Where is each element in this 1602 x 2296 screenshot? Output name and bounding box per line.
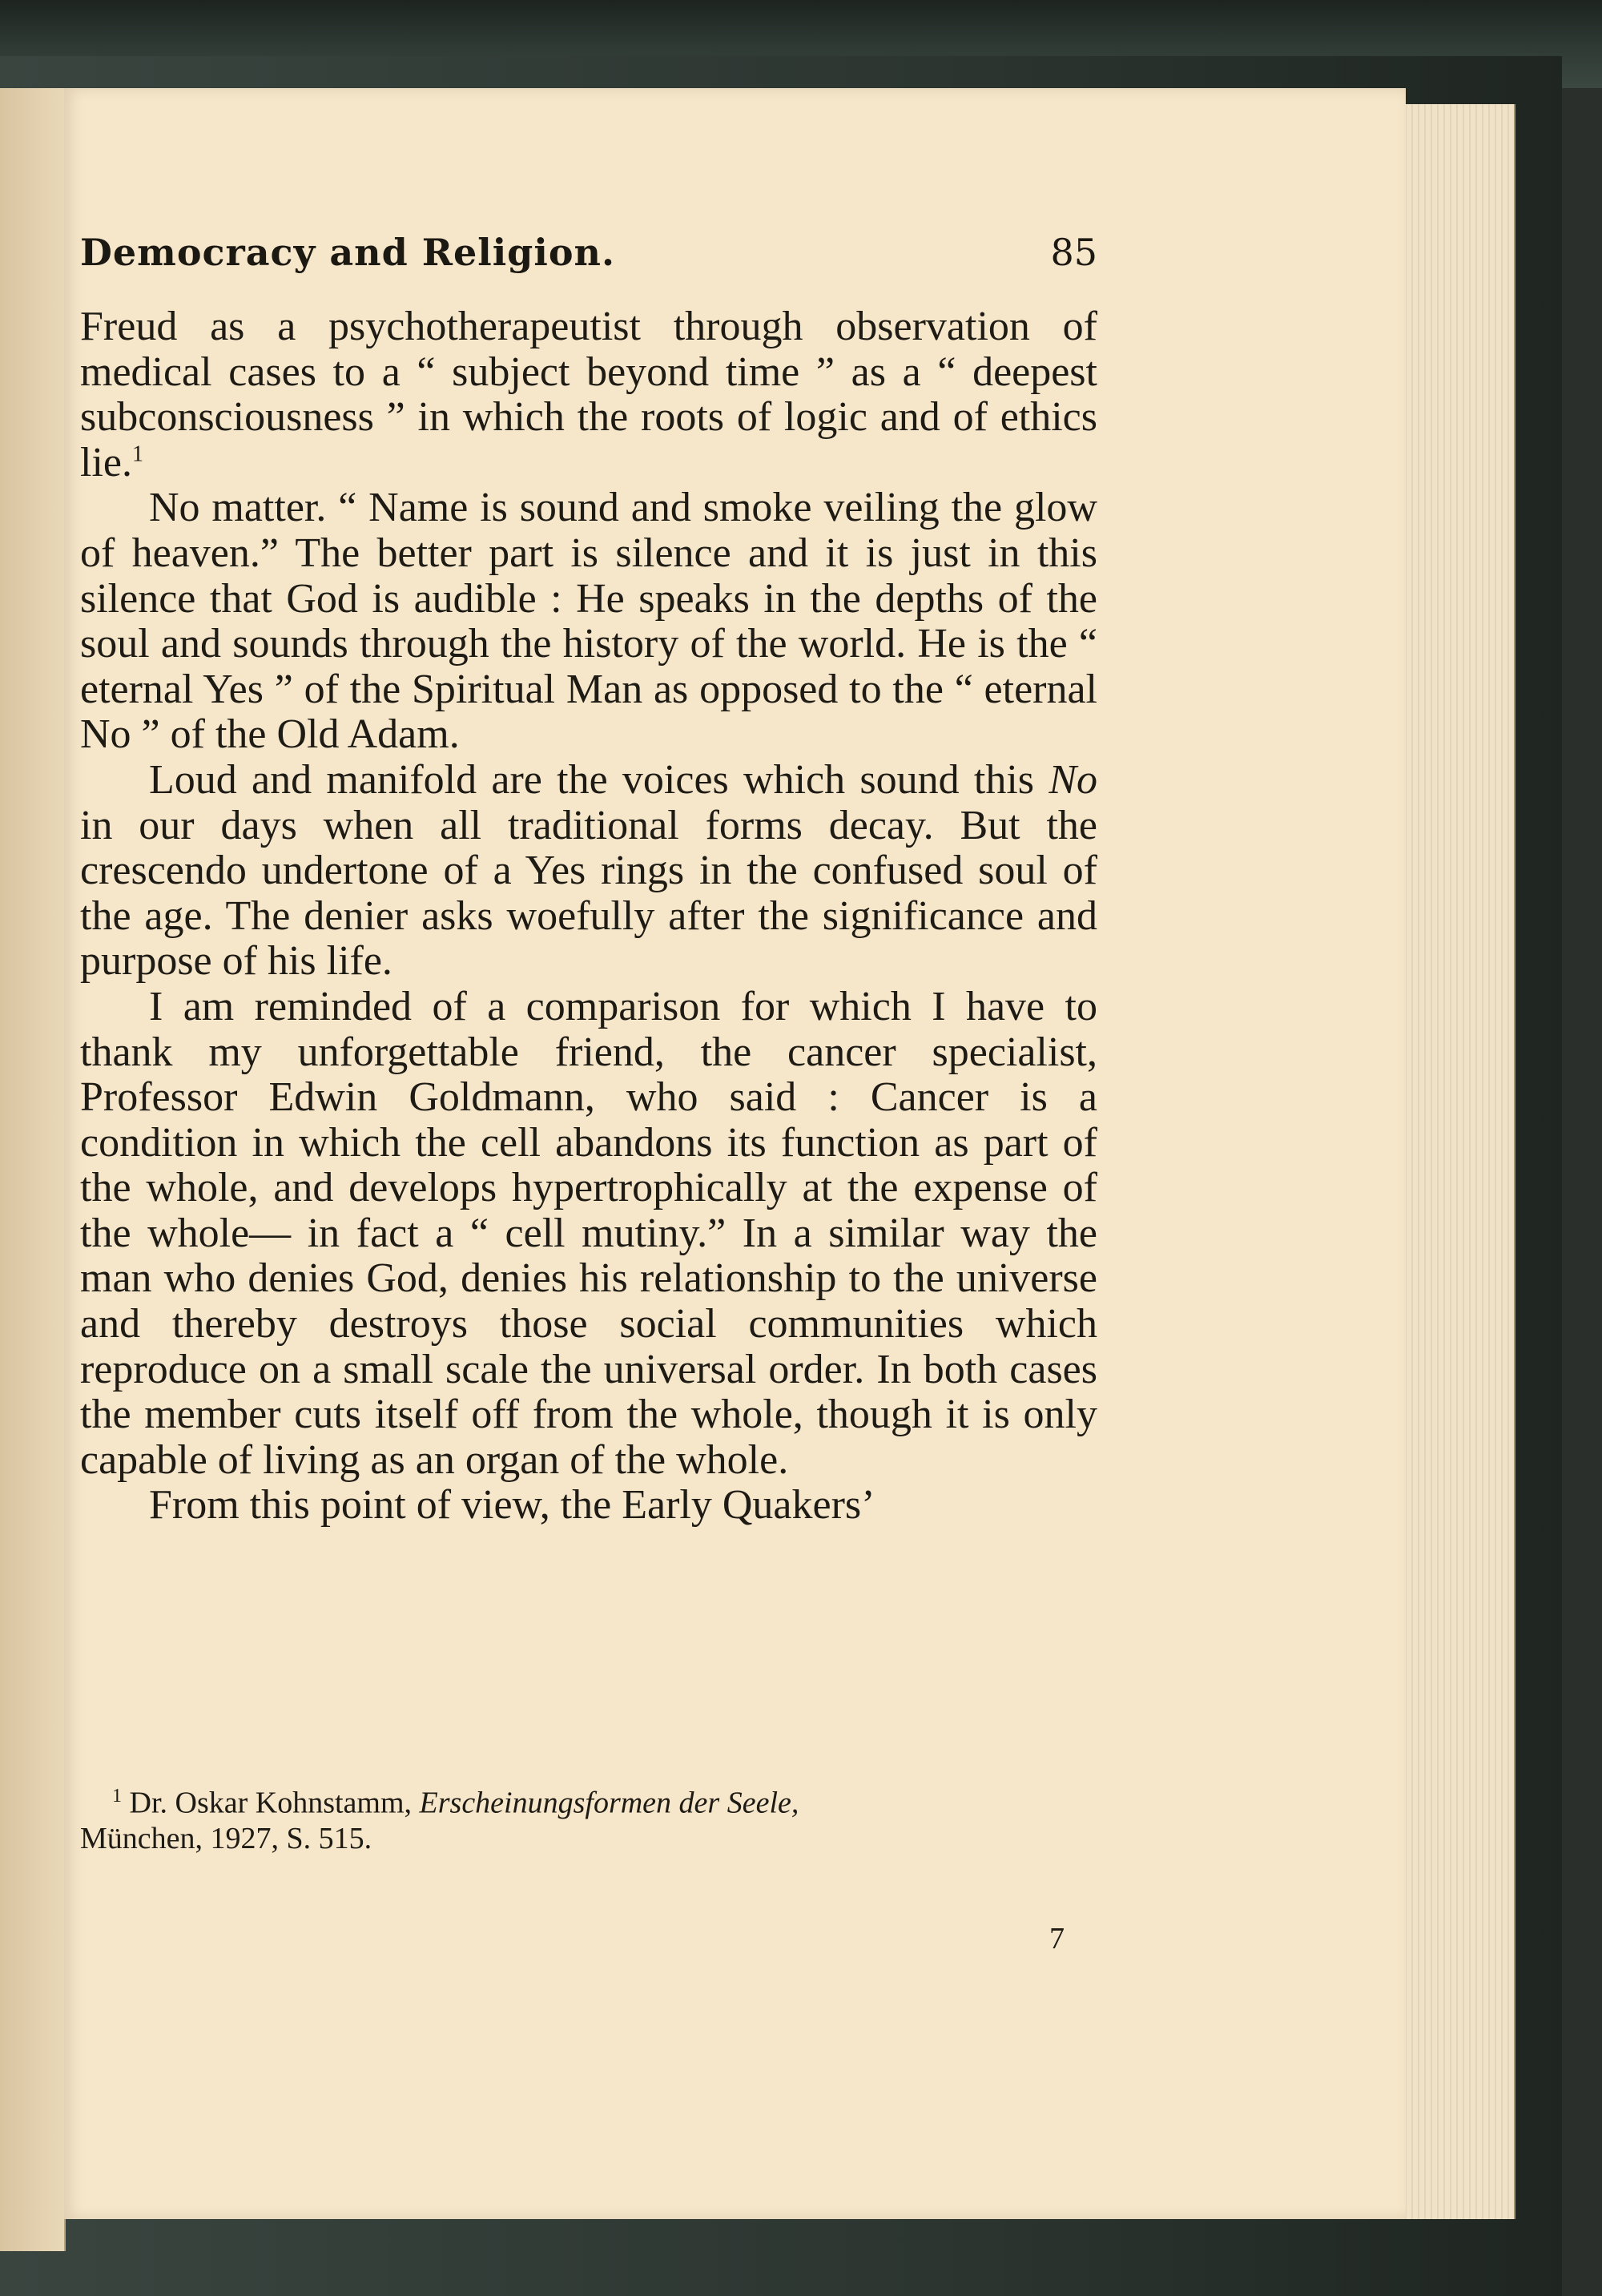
signature-mark: 7 xyxy=(1049,1922,1065,1956)
paragraph-5: From this point of view, the Early Quakers’ xyxy=(149,1482,875,1529)
footnote-marker: 1 xyxy=(112,1786,122,1807)
body-text xyxy=(80,304,1097,1529)
paragraph-1-text: Freud as a psychotherapeutist through observation of medical cases to a “ subject beyond time ” as a “ deepest subconsciousness ” in which the roots of logic and of ethics lie. xyxy=(80,304,1097,485)
left-page-edge xyxy=(0,88,66,2251)
paragraph-3-emphasis: No xyxy=(1049,756,1097,803)
page-header xyxy=(80,231,1097,287)
footnote-imprint: München, 1927, S. 515. xyxy=(80,1821,372,1855)
paragraph-3-end: in our days when all traditional forms decay. But the crescendo undertone of a Yes rings in the confused soul of the age. The denier asks woefully after the significance and purpose of his life. xyxy=(80,802,1097,985)
footnote-line xyxy=(80,1778,1097,1821)
running-head: Democracy and Religion. xyxy=(80,231,615,274)
paragraph-3 xyxy=(80,758,1097,985)
paragraph-2: No matter. “ Name is sound and smoke veiling the glow of heaven.” The better part is silence and it is just in this silence that God is audible : He speaks in the depths of the soul and sounds through the history of the world. He is the “ eternal Yes ” of the Spiritual Man as opposed to the “ eternal No ” of the Old Adam. xyxy=(80,485,1097,758)
footnote xyxy=(80,1778,1097,1856)
footnote-title: Erscheinungsformen der Seele, xyxy=(419,1786,799,1820)
paragraph-3-start: Loud and manifold are the voices which sound this xyxy=(149,756,1035,803)
paragraph-1 xyxy=(80,304,1097,485)
footnote-reference: 1 xyxy=(131,441,143,467)
page-stack-edge xyxy=(1394,104,1515,2219)
paragraph-4: I am reminded of a comparison for which I have to thank my unforgettable friend, the cancer specialist, Professor Edwin Goldmann, who said : Cancer is a condition in which the cell abandons its function as part of the whole, and develops hypertrophically at the expense of the whole— in fact a “ cell mutiny.” In a similar way the man who denies God, denies his relationship to the universe and thereby destroys those social communities which reproduce on a small scale the universal order. In both cases the member cuts itself off from the whole, though it is only capable of living as an organ of the whole. xyxy=(80,983,1097,1483)
page-number: 85 xyxy=(1050,231,1097,274)
footnote-author: Dr. Oskar Kohnstamm, xyxy=(129,1786,413,1820)
